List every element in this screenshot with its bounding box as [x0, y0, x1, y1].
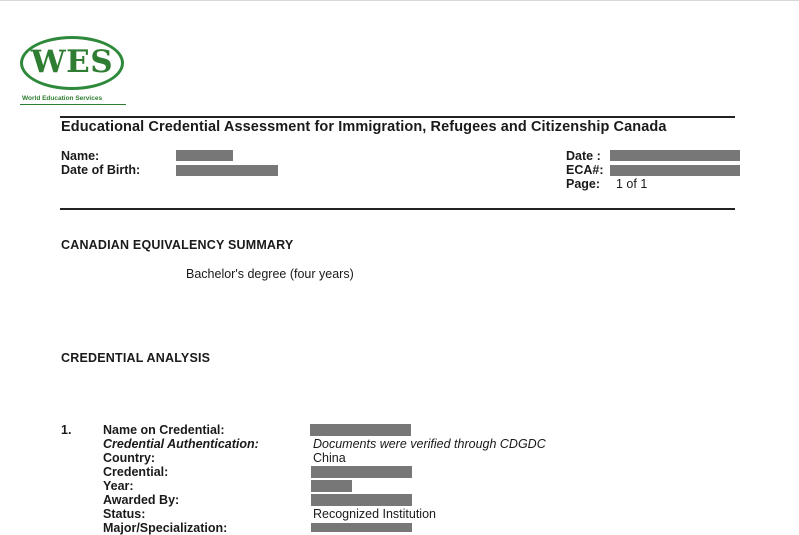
authentication-label: Credential Authentication: [103, 437, 259, 451]
credential-label: Credential: [103, 465, 169, 479]
year-redaction [311, 480, 352, 492]
name-on-credential-redaction [310, 424, 411, 436]
year-label: Year: [103, 479, 134, 493]
logo-wordmark: WES [30, 44, 114, 80]
header-bottom-rule [60, 208, 735, 210]
major-label: Major/Specialization: [103, 521, 228, 535]
dob-label: Date of Birth: [61, 163, 141, 177]
status-value: Recognized Institution [313, 507, 436, 521]
awarded-by-label: Awarded By: [103, 493, 180, 507]
name-on-credential-label: Name on Credential: [103, 423, 225, 437]
awarded-by-redaction [311, 494, 412, 506]
header-top-rule [60, 116, 735, 118]
name-label: Name: [61, 149, 100, 163]
equivalency-value: Bachelor's degree (four years) [186, 267, 354, 281]
page-top-border [0, 0, 799, 1]
equivalency-summary-heading: CANADIAN EQUIVALENCY SUMMARY [61, 238, 294, 252]
date-redaction [610, 150, 740, 161]
eca-redaction [610, 165, 740, 176]
logo-underline [20, 104, 126, 105]
status-label: Status: [103, 507, 146, 521]
page-label: Page: [566, 177, 601, 191]
major-redaction [311, 523, 412, 532]
country-label: Country: [103, 451, 156, 465]
credential-analysis-heading: CREDENTIAL ANALYSIS [61, 351, 211, 365]
item-number: 1. [61, 423, 72, 437]
document-title: Educational Credential Assessment for Immigration, Refugees and Citizenship Canada [61, 119, 667, 135]
wes-logo [18, 36, 130, 108]
credential-redaction [311, 466, 412, 478]
page-number: 1 of 1 [616, 177, 648, 191]
eca-label: ECA#: [566, 163, 604, 177]
name-redaction [176, 150, 233, 161]
country-value: China [313, 451, 346, 465]
authentication-value: Documents were verified through CDGDC [313, 437, 546, 451]
date-label: Date : [566, 149, 601, 163]
logo-tagline: World Education Services [22, 95, 103, 102]
dob-redaction [176, 165, 278, 176]
